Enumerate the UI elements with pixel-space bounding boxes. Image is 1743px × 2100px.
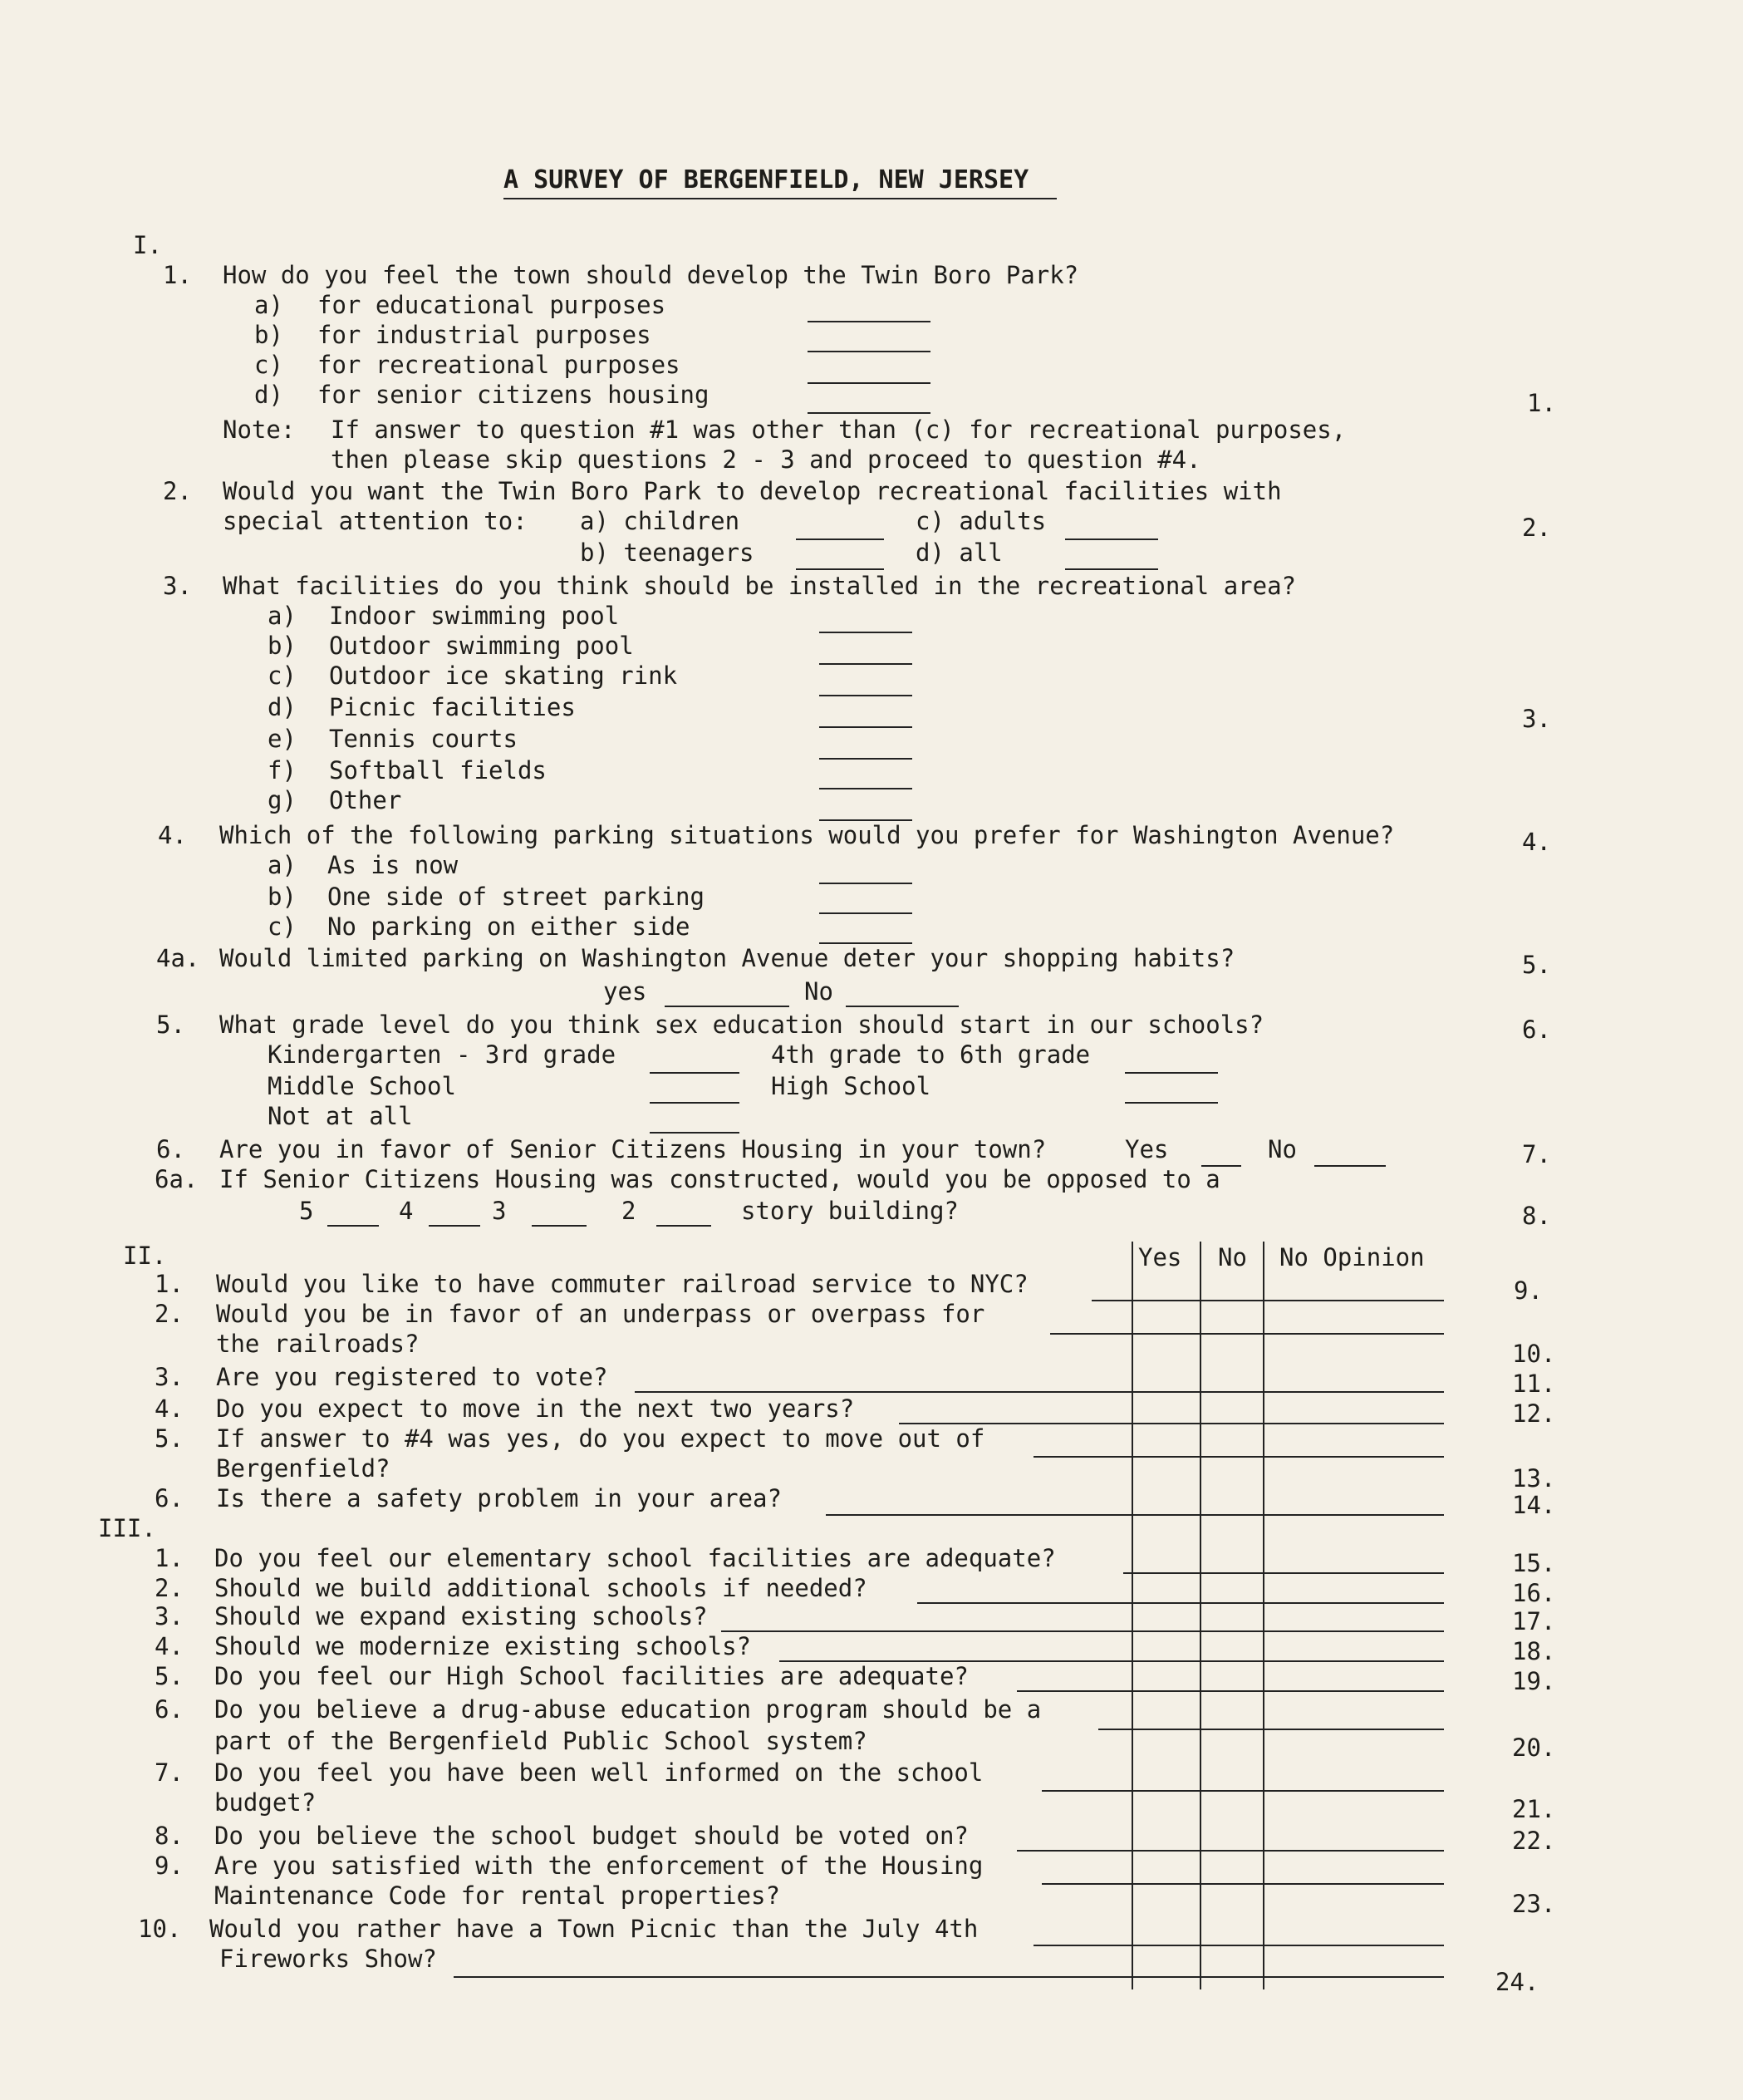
title-underline bbox=[503, 198, 1057, 199]
q1-option-text: for industrial purposes bbox=[317, 321, 651, 349]
s3-q-number: 9. bbox=[155, 1852, 184, 1880]
q6-no-answer-line[interactable] bbox=[1314, 1165, 1386, 1167]
s3-q-text: Do you feel you have been well informed on the school bbox=[214, 1758, 984, 1787]
q6a-tail: story building? bbox=[741, 1197, 959, 1225]
q3-number: 3. bbox=[163, 572, 192, 600]
q3-option-text: Outdoor swimming pool bbox=[329, 632, 634, 660]
margin-number: 4. bbox=[1522, 828, 1551, 856]
q6a-story-2-answer-line[interactable] bbox=[656, 1225, 711, 1227]
q1-number: 1. bbox=[163, 261, 192, 289]
s3-q-text: Do you believe a drug-abuse education program should be a bbox=[214, 1695, 1042, 1724]
q5-option-notatall: Not at all bbox=[268, 1102, 413, 1130]
q4a-no-answer-line[interactable] bbox=[846, 1006, 959, 1007]
s3-q-text: part of the Bergenfield Public School system? bbox=[214, 1727, 867, 1755]
q1-option-text: for educational purposes bbox=[317, 291, 666, 319]
q4-number: 4. bbox=[158, 821, 187, 849]
margin-number: 17. bbox=[1512, 1607, 1556, 1635]
s3-q10-answer-row[interactable] bbox=[1034, 1945, 1444, 1946]
s3-q-text: Should we expand existing schools? bbox=[214, 1602, 708, 1630]
yes-column-divider bbox=[1132, 1242, 1133, 1989]
column-header-yes: Yes bbox=[1138, 1243, 1182, 1271]
q1-option-letter: b) bbox=[254, 321, 283, 349]
q3-text: What facilities do you think should be installed in the recreational area? bbox=[223, 572, 1297, 600]
q4a-yes-answer-line[interactable] bbox=[665, 1006, 789, 1007]
margin-number: 20. bbox=[1512, 1734, 1556, 1762]
s3-q2-answer-row[interactable] bbox=[917, 1602, 1444, 1604]
q3-option-text: Tennis courts bbox=[329, 725, 518, 753]
s2-q-text: Is there a safety problem in your area? bbox=[216, 1484, 782, 1512]
q4-option-text: One side of street parking bbox=[327, 883, 705, 911]
q4a-number: 4a. bbox=[156, 944, 200, 972]
q3-option-text: Other bbox=[329, 786, 402, 814]
margin-number: 16. bbox=[1512, 1579, 1556, 1607]
q6a-story-3-answer-line[interactable] bbox=[532, 1225, 587, 1227]
margin-number: 8. bbox=[1522, 1202, 1551, 1230]
s3-q9-answer-row[interactable] bbox=[1042, 1883, 1444, 1885]
s3-q5-answer-row[interactable] bbox=[1017, 1690, 1444, 1692]
margin-number: 10. bbox=[1512, 1340, 1556, 1368]
q3-option-f-answer-line[interactable] bbox=[819, 788, 912, 789]
q3-option-text: Softball fields bbox=[329, 756, 547, 784]
q3-option-letter: f) bbox=[268, 756, 297, 784]
s2-q-text: the railroads? bbox=[216, 1330, 420, 1358]
page-title: A SURVEY OF BERGENFIELD, NEW JERSEY bbox=[503, 165, 1029, 194]
q3-option-letter: a) bbox=[268, 602, 297, 630]
q4a-text: Would limited parking on Washington Avenue deter your shopping habits? bbox=[219, 944, 1235, 972]
s3-q10-answer-row[interactable] bbox=[454, 1976, 1444, 1978]
q6-text: Are you in favor of Senior Citizens Housing in your town? bbox=[219, 1135, 1047, 1163]
q4-option-letter: c) bbox=[268, 912, 297, 941]
q1-option-text: for senior citizens housing bbox=[317, 381, 709, 409]
q3-option-b-answer-line[interactable] bbox=[819, 663, 912, 665]
s2-q-text: Bergenfield? bbox=[216, 1454, 390, 1483]
q2-number: 2. bbox=[163, 477, 192, 505]
q3-option-text: Picnic facilities bbox=[329, 693, 576, 721]
q5-option-4-6: 4th grade to 6th grade bbox=[771, 1040, 1091, 1069]
s2-q-number: 4. bbox=[155, 1394, 184, 1423]
q2-line2: special attention to: bbox=[223, 507, 528, 535]
s3-q-text: Do you believe the school budget should be voted on? bbox=[214, 1822, 969, 1850]
s2-q3-answer-row[interactable] bbox=[635, 1391, 1444, 1393]
margin-number: 23. bbox=[1512, 1890, 1556, 1918]
q5-number: 5. bbox=[156, 1011, 185, 1039]
no-column-divider bbox=[1200, 1242, 1201, 1989]
q1-note-line2: then please skip questions 2 - 3 and proceed to question #4. bbox=[331, 445, 1201, 474]
q5-text: What grade level do you think sex education should start in our schools? bbox=[219, 1011, 1264, 1039]
margin-number: 11. bbox=[1512, 1370, 1556, 1398]
s3-q-text: Maintenance Code for rental properties? bbox=[214, 1881, 780, 1910]
margin-number: 2. bbox=[1522, 514, 1551, 542]
s2-q-number: 3. bbox=[155, 1363, 184, 1391]
s3-q-number: 3. bbox=[155, 1602, 184, 1630]
q6-number: 6. bbox=[156, 1135, 185, 1163]
q6-no-label: No bbox=[1268, 1135, 1297, 1163]
q3-option-letter: c) bbox=[268, 661, 297, 690]
section-i-label: I. bbox=[133, 231, 162, 259]
q2-line1: Would you want the Twin Boro Park to develop recreational facilities with bbox=[223, 477, 1282, 505]
s3-q6-answer-row[interactable] bbox=[1098, 1729, 1444, 1730]
s2-q-text: Do you expect to move in the next two years? bbox=[216, 1394, 855, 1423]
q5-k3-answer-line[interactable] bbox=[650, 1072, 739, 1074]
margin-number: 24. bbox=[1495, 1968, 1539, 1996]
margin-number: 13. bbox=[1512, 1464, 1556, 1493]
margin-number: 7. bbox=[1522, 1140, 1551, 1168]
q3-option-letter: e) bbox=[268, 725, 297, 753]
s2-q-number: 5. bbox=[155, 1424, 184, 1453]
q6a-story-5: 5 bbox=[299, 1197, 314, 1225]
q3-option-d-answer-line[interactable] bbox=[819, 726, 912, 728]
s3-q-number: 2. bbox=[155, 1574, 184, 1602]
q3-option-letter: b) bbox=[268, 632, 297, 660]
s3-q3-answer-row[interactable] bbox=[721, 1630, 1444, 1632]
s3-q-number: 4. bbox=[155, 1632, 184, 1660]
s3-q-text: Should we modernize existing schools? bbox=[214, 1632, 752, 1660]
q6a-story-4: 4 bbox=[399, 1197, 414, 1225]
q3-option-text: Outdoor ice skating rink bbox=[329, 661, 678, 690]
s3-q8-answer-row[interactable] bbox=[1017, 1850, 1444, 1852]
q4-option-text: As is now bbox=[327, 851, 459, 879]
q1-option-b-answer-line[interactable] bbox=[808, 351, 930, 352]
q3-option-e-answer-line[interactable] bbox=[819, 758, 912, 760]
q1-option-a-answer-line[interactable] bbox=[808, 321, 930, 322]
q5-middle-answer-line[interactable] bbox=[650, 1102, 739, 1104]
margin-number: 15. bbox=[1512, 1549, 1556, 1577]
margin-number: 21. bbox=[1512, 1795, 1556, 1823]
margin-number: 18. bbox=[1512, 1637, 1556, 1665]
column-header-no-opinion: No Opinion bbox=[1279, 1243, 1425, 1271]
q5-4-6-answer-line[interactable] bbox=[1125, 1072, 1218, 1074]
q5-option-high: High School bbox=[771, 1072, 931, 1100]
s3-q-number: 7. bbox=[155, 1758, 184, 1787]
q1-option-letter: d) bbox=[254, 381, 283, 409]
s3-q-number: 10. bbox=[138, 1915, 182, 1943]
q4-option-text: No parking on either side bbox=[327, 912, 690, 941]
noopinion-column-divider bbox=[1263, 1242, 1264, 1989]
q3-option-a-answer-line[interactable] bbox=[819, 632, 912, 633]
q1-text: How do you feel the town should develop the Twin Boro Park? bbox=[223, 261, 1079, 289]
q4-text: Which of the following parking situations would you prefer for Washington Avenue? bbox=[219, 821, 1395, 849]
q6a-number: 6a. bbox=[155, 1165, 199, 1193]
s2-q-number: 1. bbox=[155, 1270, 184, 1298]
s3-q-text: Do you feel our elementary school facilities are adequate? bbox=[214, 1544, 1056, 1572]
q2-option-c-answer-line[interactable] bbox=[1065, 539, 1158, 540]
section-iii-label: III. bbox=[98, 1514, 156, 1542]
s3-q-number: 8. bbox=[155, 1822, 184, 1850]
q4a-yes-label: yes bbox=[603, 977, 647, 1006]
q4a-no-label: No bbox=[804, 977, 833, 1006]
q1-option-letter: c) bbox=[254, 351, 283, 379]
q5-notatall-answer-line[interactable] bbox=[650, 1132, 739, 1134]
q4-option-letter: a) bbox=[268, 851, 297, 879]
q4-option-a-answer-line[interactable] bbox=[819, 883, 912, 884]
s3-q-number: 1. bbox=[155, 1544, 184, 1572]
q2-option-d-answer-line[interactable] bbox=[1065, 568, 1158, 570]
q2-option-d: d) all bbox=[916, 539, 1003, 567]
q6a-story-2: 2 bbox=[621, 1197, 636, 1225]
s3-q-text: Fireworks Show? bbox=[219, 1945, 437, 1973]
s3-q-text: Would you rather have a Town Picnic than the July 4th bbox=[209, 1915, 979, 1943]
q1-option-c-answer-line[interactable] bbox=[808, 382, 930, 384]
s2-q5-answer-row[interactable] bbox=[1034, 1456, 1444, 1458]
s2-q-text: Are you registered to vote? bbox=[216, 1363, 608, 1391]
margin-number: 22. bbox=[1512, 1827, 1556, 1855]
s2-q-number: 6. bbox=[155, 1484, 184, 1512]
q6a-story-3: 3 bbox=[492, 1197, 507, 1225]
q2-option-a: a) children bbox=[580, 507, 740, 535]
s2-q6-answer-row[interactable] bbox=[826, 1514, 1444, 1516]
s3-q-number: 6. bbox=[155, 1695, 184, 1724]
section-ii-label: II. bbox=[123, 1242, 167, 1270]
s3-q1-answer-row[interactable] bbox=[1123, 1572, 1444, 1574]
q1-option-text: for recreational purposes bbox=[317, 351, 680, 379]
q3-option-text: Indoor swimming pool bbox=[329, 602, 620, 630]
q1-note-label: Note: bbox=[223, 416, 296, 444]
s3-q-text: budget? bbox=[214, 1788, 317, 1817]
s3-q-number: 5. bbox=[155, 1662, 184, 1690]
q3-option-letter: d) bbox=[268, 693, 297, 721]
q2-option-b: b) teenagers bbox=[580, 539, 754, 567]
margin-number: 6. bbox=[1522, 1016, 1551, 1044]
q6a-story-4-answer-line[interactable] bbox=[429, 1225, 480, 1227]
q3-option-c-answer-line[interactable] bbox=[819, 695, 912, 696]
margin-number: 9. bbox=[1514, 1276, 1543, 1305]
margin-number: 12. bbox=[1512, 1399, 1556, 1428]
margin-number: 3. bbox=[1522, 705, 1551, 733]
s2-q1-answer-row[interactable] bbox=[1092, 1300, 1444, 1301]
q5-option-middle: Middle School bbox=[268, 1072, 456, 1100]
q1-option-letter: a) bbox=[254, 291, 283, 319]
q2-option-c: c) adults bbox=[916, 507, 1047, 535]
s3-q7-answer-row[interactable] bbox=[1042, 1790, 1444, 1792]
margin-number: 14. bbox=[1512, 1491, 1556, 1519]
margin-number: 5. bbox=[1522, 951, 1551, 979]
s2-q-text: Would you like to have commuter railroad service to NYC? bbox=[216, 1270, 1029, 1298]
s3-q-text: Should we build additional schools if needed? bbox=[214, 1574, 867, 1602]
q4-option-letter: b) bbox=[268, 883, 297, 911]
q4-option-b-answer-line[interactable] bbox=[819, 912, 912, 914]
s2-q-text: Would you be in favor of an underpass or overpass for bbox=[216, 1300, 985, 1328]
s3-q-text: Are you satisfied with the enforcement of the Housing bbox=[214, 1852, 984, 1880]
column-header-no: No bbox=[1218, 1243, 1247, 1271]
q2-option-b-answer-line[interactable] bbox=[796, 568, 884, 570]
s2-q2-answer-row[interactable] bbox=[1050, 1333, 1444, 1335]
s2-q-text: If answer to #4 was yes, do you expect to move out of bbox=[216, 1424, 985, 1453]
q6a-text: If Senior Citizens Housing was constructed, would you be opposed to a bbox=[219, 1165, 1220, 1193]
q6-yes-label: Yes bbox=[1125, 1135, 1169, 1163]
q5-option-k3: Kindergarten - 3rd grade bbox=[268, 1040, 616, 1069]
margin-number: 1. bbox=[1527, 389, 1556, 417]
q6a-story-5-answer-line[interactable] bbox=[327, 1225, 379, 1227]
q3-option-letter: g) bbox=[268, 786, 297, 814]
q1-option-d-answer-line[interactable] bbox=[808, 412, 930, 414]
q5-high-answer-line[interactable] bbox=[1125, 1102, 1218, 1104]
q2-option-a-answer-line[interactable] bbox=[796, 539, 884, 540]
margin-number: 19. bbox=[1512, 1667, 1556, 1695]
s3-q-text: Do you feel our High School facilities are adequate? bbox=[214, 1662, 969, 1690]
q1-note-line1: If answer to question #1 was other than (c) for recreational purposes, bbox=[331, 416, 1347, 444]
s2-q-number: 2. bbox=[155, 1300, 184, 1328]
